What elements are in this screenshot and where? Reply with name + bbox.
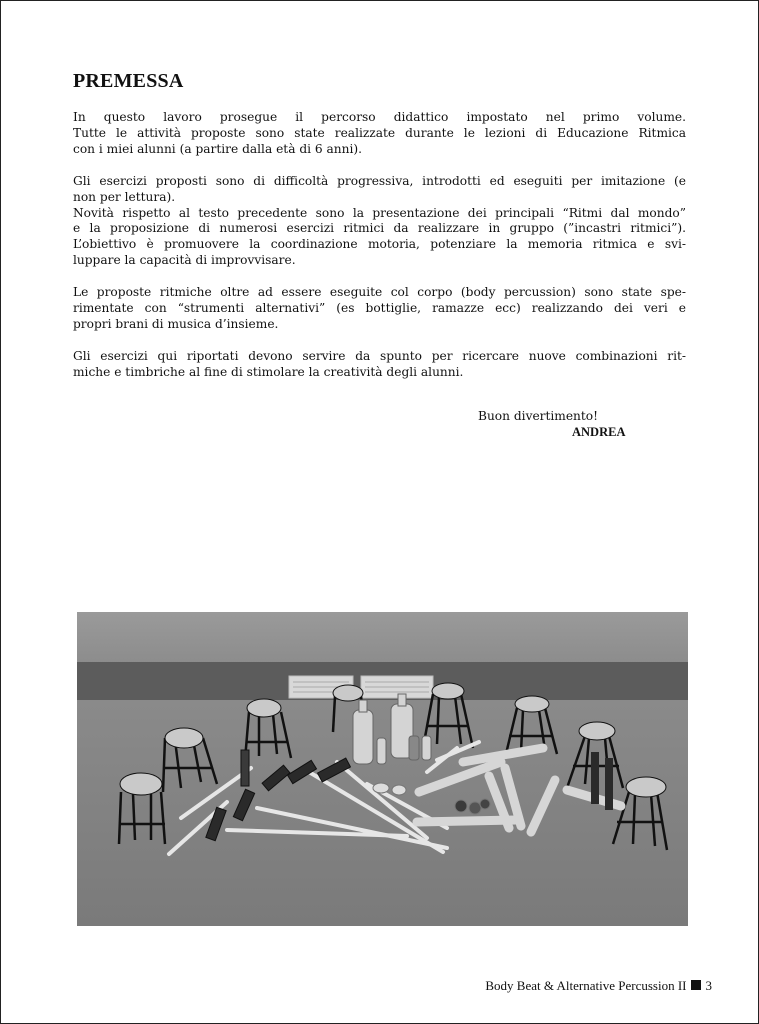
text-line: Novità rispetto al testo precedente sono la presentazione dei principali “Ritmi dal mondo” (73, 205, 686, 220)
page-footer (485, 978, 712, 994)
paragraph-4 (73, 349, 686, 381)
instruments-photo (77, 612, 688, 926)
paragraph-3 (73, 285, 686, 333)
page-number: 3 (705, 978, 712, 993)
text-line: propri brani di musica d’insieme. (73, 316, 279, 331)
body-text (73, 110, 686, 397)
paragraph-2 (73, 174, 686, 269)
book-title: Body Beat & Alternative Percussion II (485, 978, 687, 993)
text-line: Le proposte ritmiche oltre ad essere eseguite col corpo (body percussion) sono state spe- (73, 285, 686, 300)
text-line: miche e timbriche al fine di stimolare la creatività degli alunni. (73, 364, 464, 379)
page-title: PREMESSA (73, 70, 184, 92)
text-line: In questo lavoro prosegue il percorso didattico impostato nel primo volume. (73, 110, 686, 124)
text-line: non per lettura). (73, 189, 176, 204)
text-line: L’obiettivo è promuovere la coordinazione motoria, potenziare la memoria ritmica e svi- (73, 237, 686, 252)
paragraph-1 (73, 110, 686, 158)
text-line: con i miei alunni (a partire dalla età di 6 anni). (73, 141, 363, 156)
text-line: Tutte le attività proposte sono state realizzate durante le lezioni di Educazione Ritmica (73, 125, 686, 140)
text-line: Gli esercizi proposti sono di difficoltà progressiva, introdotti ed eseguiti per imitazione (e (73, 173, 686, 188)
signature: ANDREA (572, 425, 626, 439)
square-bullet-icon (691, 980, 701, 990)
text-line: e la proposizione di numerosi esercizi ritmici da realizzare in gruppo (”incastri ritmici”). (73, 221, 686, 236)
signoff: Buon divertimento! (478, 409, 599, 423)
text-line: luppare la capacità di improvvisare. (73, 253, 296, 268)
text-line: rimentate con “strumenti alternativi” (es bottiglie, ramazze ecc) realizzando dei veri e (73, 301, 686, 316)
text-line: Gli esercizi qui riportati devono servire da spunto per ricercare nuove combinazioni rit- (73, 348, 686, 363)
